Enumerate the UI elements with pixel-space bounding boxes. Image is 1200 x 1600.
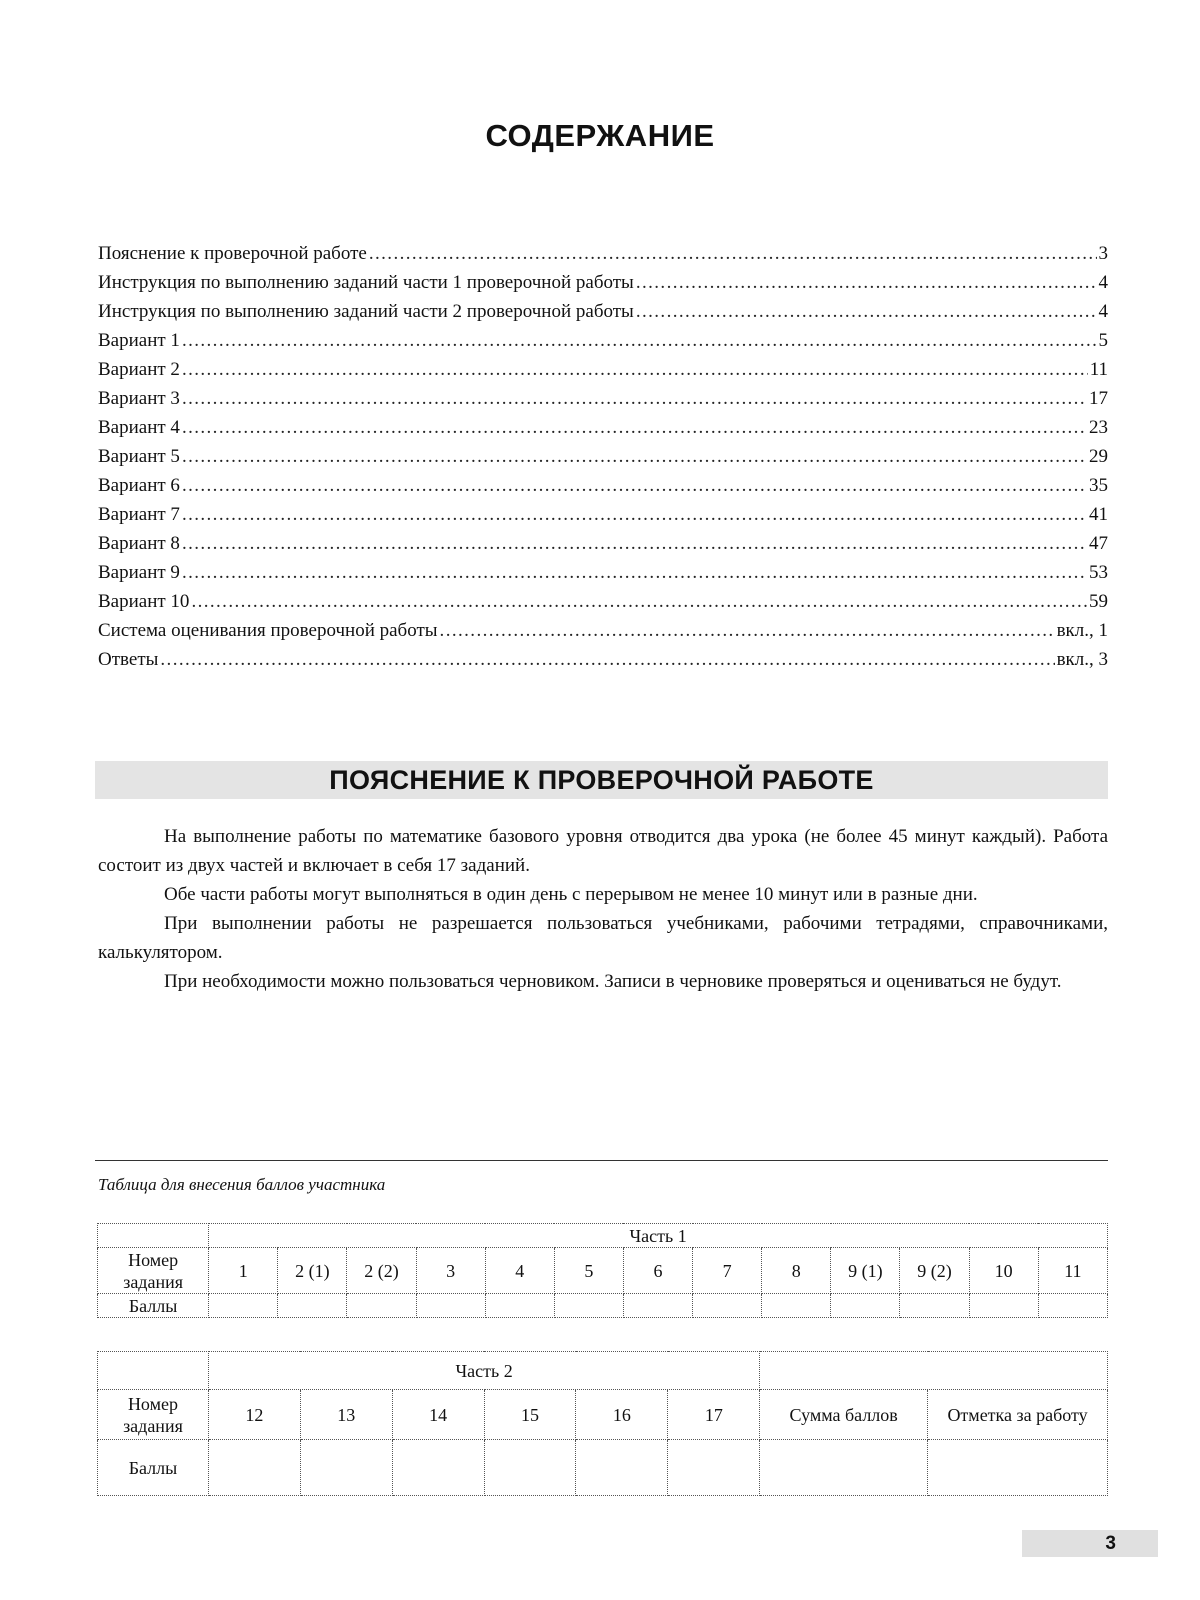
points-label: Баллы bbox=[98, 1440, 209, 1496]
paragraph: При необходимости можно пользоваться черновиком. Записи в черновике проверяться и оцениваться не будут. bbox=[164, 971, 1062, 992]
toc-leader-dots bbox=[160, 649, 1054, 671]
points-cell[interactable] bbox=[209, 1294, 278, 1318]
paragraph: На выполнение работы по математике базового уровня отводится два урока (не более 45 минут каждый). Работа состоит из двух частей и включает в себя 17 заданий. bbox=[98, 826, 1108, 876]
task-number-cell: 14 bbox=[392, 1390, 484, 1440]
task-number-cell: 6 bbox=[623, 1248, 692, 1294]
toc-entry-label: Ответы bbox=[98, 649, 159, 670]
toc-entry-page: 5 bbox=[1098, 330, 1108, 351]
toc-entry-page: 17 bbox=[1089, 388, 1108, 409]
points-cell[interactable] bbox=[208, 1440, 300, 1496]
points-cell[interactable] bbox=[485, 1294, 554, 1318]
toc-entry-label: Вариант 3 bbox=[98, 388, 180, 409]
toc-entry-label: Инструкция по выполнению заданий части 2 проверочной работы bbox=[98, 301, 634, 322]
toc-leader-dots bbox=[182, 359, 1088, 381]
toc-entry-label: Вариант 9 bbox=[98, 562, 180, 583]
task-number-cell: 2 (1) bbox=[278, 1248, 347, 1294]
toc-entry-label: Вариант 2 bbox=[98, 359, 180, 380]
toc-entry-page: 41 bbox=[1089, 504, 1108, 525]
task-number-cell: 8 bbox=[762, 1248, 831, 1294]
task-number-cell: 10 bbox=[969, 1248, 1038, 1294]
toc-entry bbox=[98, 533, 1108, 562]
task-number-cell: 11 bbox=[1038, 1248, 1107, 1294]
table-of-contents bbox=[98, 243, 1108, 678]
points-cell[interactable] bbox=[484, 1440, 576, 1496]
part2-header: Часть 2 bbox=[208, 1352, 759, 1390]
toc-leader-dots bbox=[182, 417, 1087, 439]
toc-entry-page: 47 bbox=[1089, 533, 1108, 554]
toc-entry bbox=[98, 330, 1108, 359]
toc-entry bbox=[98, 446, 1108, 475]
toc-entry-label: Вариант 5 bbox=[98, 446, 180, 467]
sum-points-cell[interactable] bbox=[760, 1440, 928, 1496]
toc-entry-label: Пояснение к проверочной работе bbox=[98, 243, 367, 264]
grade-label: Отметка за работу bbox=[928, 1390, 1108, 1440]
points-cell[interactable] bbox=[576, 1440, 668, 1496]
toc-entry bbox=[98, 591, 1108, 620]
toc-entry bbox=[98, 475, 1108, 504]
grade-cell[interactable] bbox=[928, 1440, 1108, 1496]
toc-leader-dots bbox=[636, 272, 1097, 294]
toc-entry bbox=[98, 620, 1108, 649]
page-title: СОДЕРЖАНИЕ bbox=[485, 118, 715, 153]
empty-cell bbox=[760, 1352, 1108, 1390]
points-cell[interactable] bbox=[762, 1294, 831, 1318]
points-cell[interactable] bbox=[623, 1294, 692, 1318]
task-number-cell: 15 bbox=[484, 1390, 576, 1440]
toc-entry-page: 3 bbox=[1098, 243, 1108, 264]
points-cell[interactable] bbox=[831, 1294, 900, 1318]
paragraph: Обе части работы могут выполняться в один день с перерывом не менее 10 минут или в разные дни. bbox=[164, 884, 978, 905]
empty-cell bbox=[98, 1224, 209, 1248]
task-number-cell: 17 bbox=[668, 1390, 760, 1440]
points-cell[interactable] bbox=[554, 1294, 623, 1318]
toc-leader-dots bbox=[191, 591, 1087, 613]
section-header-bar bbox=[95, 761, 1108, 799]
points-cell[interactable] bbox=[347, 1294, 416, 1318]
toc-entry-page: 59 bbox=[1089, 591, 1108, 612]
task-number-label: Номер задания bbox=[98, 1390, 209, 1440]
part2-score-table bbox=[97, 1351, 1108, 1496]
task-number-label: Номер задания bbox=[98, 1248, 209, 1294]
toc-entry-label: Вариант 10 bbox=[98, 591, 190, 612]
task-number-cell: 5 bbox=[554, 1248, 623, 1294]
toc-leader-dots bbox=[182, 330, 1097, 352]
task-number-cell: 3 bbox=[416, 1248, 485, 1294]
points-cell[interactable] bbox=[900, 1294, 969, 1318]
toc-entry-page: 53 bbox=[1089, 562, 1108, 583]
task-number-cell: 16 bbox=[576, 1390, 668, 1440]
divider-line bbox=[95, 1160, 1108, 1161]
toc-entry-label: Инструкция по выполнению заданий части 1 проверочной работы bbox=[98, 272, 634, 293]
toc-entry-label: Вариант 7 bbox=[98, 504, 180, 525]
toc-entry-page: 4 bbox=[1098, 301, 1108, 322]
explanation-text bbox=[98, 822, 1108, 996]
empty-cell bbox=[98, 1352, 209, 1390]
page-number-box bbox=[1022, 1530, 1158, 1557]
toc-leader-dots bbox=[636, 301, 1097, 323]
toc-entry bbox=[98, 388, 1108, 417]
toc-entry bbox=[98, 504, 1108, 533]
toc-entry bbox=[98, 272, 1108, 301]
toc-entry bbox=[98, 359, 1108, 388]
task-number-cell: 4 bbox=[485, 1248, 554, 1294]
toc-entry-page: 29 bbox=[1089, 446, 1108, 467]
points-cell[interactable] bbox=[693, 1294, 762, 1318]
toc-entry-page: 4 bbox=[1098, 272, 1108, 293]
toc-entry-label: Система оценивания проверочной работы bbox=[98, 620, 438, 641]
toc-entry bbox=[98, 417, 1108, 446]
points-cell[interactable] bbox=[1038, 1294, 1107, 1318]
points-cell[interactable] bbox=[969, 1294, 1038, 1318]
toc-leader-dots bbox=[182, 504, 1087, 526]
toc-leader-dots bbox=[182, 533, 1087, 555]
toc-leader-dots bbox=[182, 562, 1087, 584]
toc-entry bbox=[98, 649, 1108, 678]
task-number-cell: 7 bbox=[693, 1248, 762, 1294]
points-cell[interactable] bbox=[668, 1440, 760, 1496]
toc-leader-dots bbox=[182, 388, 1087, 410]
paragraph: При выполнении работы не разрешается пользоваться учебниками, рабочими тетрадями, справочниками, калькулятором. bbox=[98, 913, 1108, 963]
points-cell[interactable] bbox=[278, 1294, 347, 1318]
section-title: ПОЯСНЕНИЕ К ПРОВЕРОЧНОЙ РАБОТЕ bbox=[329, 765, 874, 795]
points-cell[interactable] bbox=[300, 1440, 392, 1496]
toc-leader-dots bbox=[182, 475, 1087, 497]
task-number-cell: 13 bbox=[300, 1390, 392, 1440]
toc-entry-page: 11 bbox=[1089, 359, 1108, 380]
part1-score-table bbox=[97, 1223, 1108, 1318]
task-number-cell: 9 (1) bbox=[831, 1248, 900, 1294]
toc-entry-page: вкл., 1 bbox=[1056, 620, 1108, 641]
table-caption: Таблица для внесения баллов участника bbox=[98, 1175, 386, 1194]
toc-entry bbox=[98, 243, 1108, 272]
toc-entry bbox=[98, 562, 1108, 591]
points-cell[interactable] bbox=[392, 1440, 484, 1496]
toc-entry-label: Вариант 6 bbox=[98, 475, 180, 496]
points-label: Баллы bbox=[98, 1294, 209, 1318]
toc-entry bbox=[98, 301, 1108, 330]
toc-leader-dots bbox=[369, 243, 1097, 265]
part1-header: Часть 1 bbox=[209, 1224, 1108, 1248]
toc-entry-page: 23 bbox=[1089, 417, 1108, 438]
page-number: 3 bbox=[1105, 1533, 1116, 1554]
task-number-cell: 12 bbox=[208, 1390, 300, 1440]
task-number-cell: 1 bbox=[209, 1248, 278, 1294]
toc-entry-page: 35 bbox=[1089, 475, 1108, 496]
toc-entry-label: Вариант 4 bbox=[98, 417, 180, 438]
task-number-cell: 2 (2) bbox=[347, 1248, 416, 1294]
sum-label: Сумма баллов bbox=[760, 1390, 928, 1440]
toc-entry-label: Вариант 1 bbox=[98, 330, 180, 351]
toc-leader-dots bbox=[440, 620, 1055, 642]
toc-entry-page: вкл., 3 bbox=[1056, 649, 1108, 670]
task-number-cell: 9 (2) bbox=[900, 1248, 969, 1294]
toc-entry-label: Вариант 8 bbox=[98, 533, 180, 554]
points-cell[interactable] bbox=[416, 1294, 485, 1318]
toc-leader-dots bbox=[182, 446, 1087, 468]
